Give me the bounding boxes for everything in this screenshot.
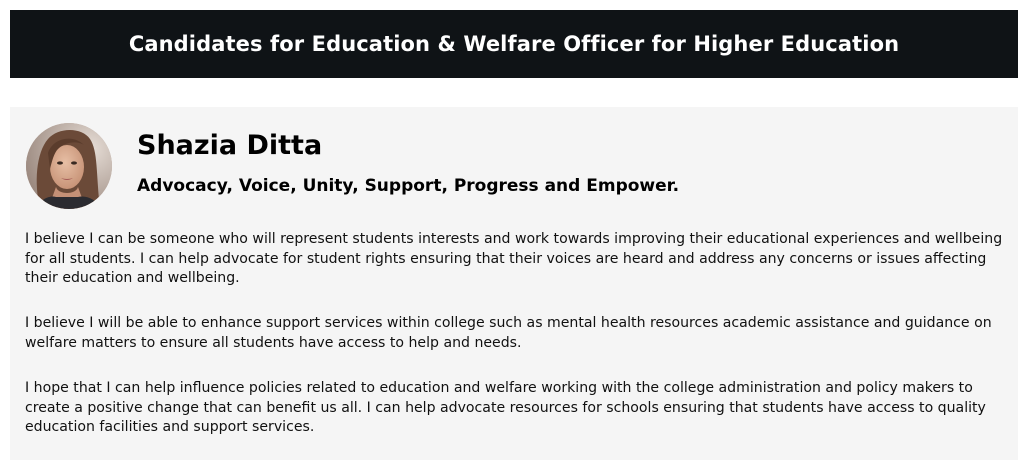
avatar-photo xyxy=(26,123,112,209)
statement-paragraph: I believe I can be someone who will represent students interests and work towards improving their educational experiences and wellbeing for all students. I can help advocate for student rights ensuring that their voices are heard and address any concerns or issues affecting their education and wellbeing. xyxy=(25,231,1003,286)
header-banner xyxy=(10,10,1018,78)
candidate-card xyxy=(10,107,1018,460)
statement-paragraph: I hope that I can help influence policies related to education and welfare working with the college administration and policy makers to create a positive change that can benefit us all. I can help advocate resources for schools ensuring that students have access to quality education facilities and support services. xyxy=(25,380,986,435)
page-title: Candidates for Education & Welfare Officer for Higher Education xyxy=(128,32,900,56)
candidate-name: Shazia Ditta xyxy=(137,130,323,161)
candidate-avatar xyxy=(26,123,112,209)
statement-paragraph: I believe I will be able to enhance support services within college such as mental health resources academic assistance and guidance on welfare matters to ensure all students have access to help and needs. xyxy=(25,315,992,351)
candidate-slogan: Advocacy, Voice, Unity, Support, Progress and Empower. xyxy=(137,176,680,196)
